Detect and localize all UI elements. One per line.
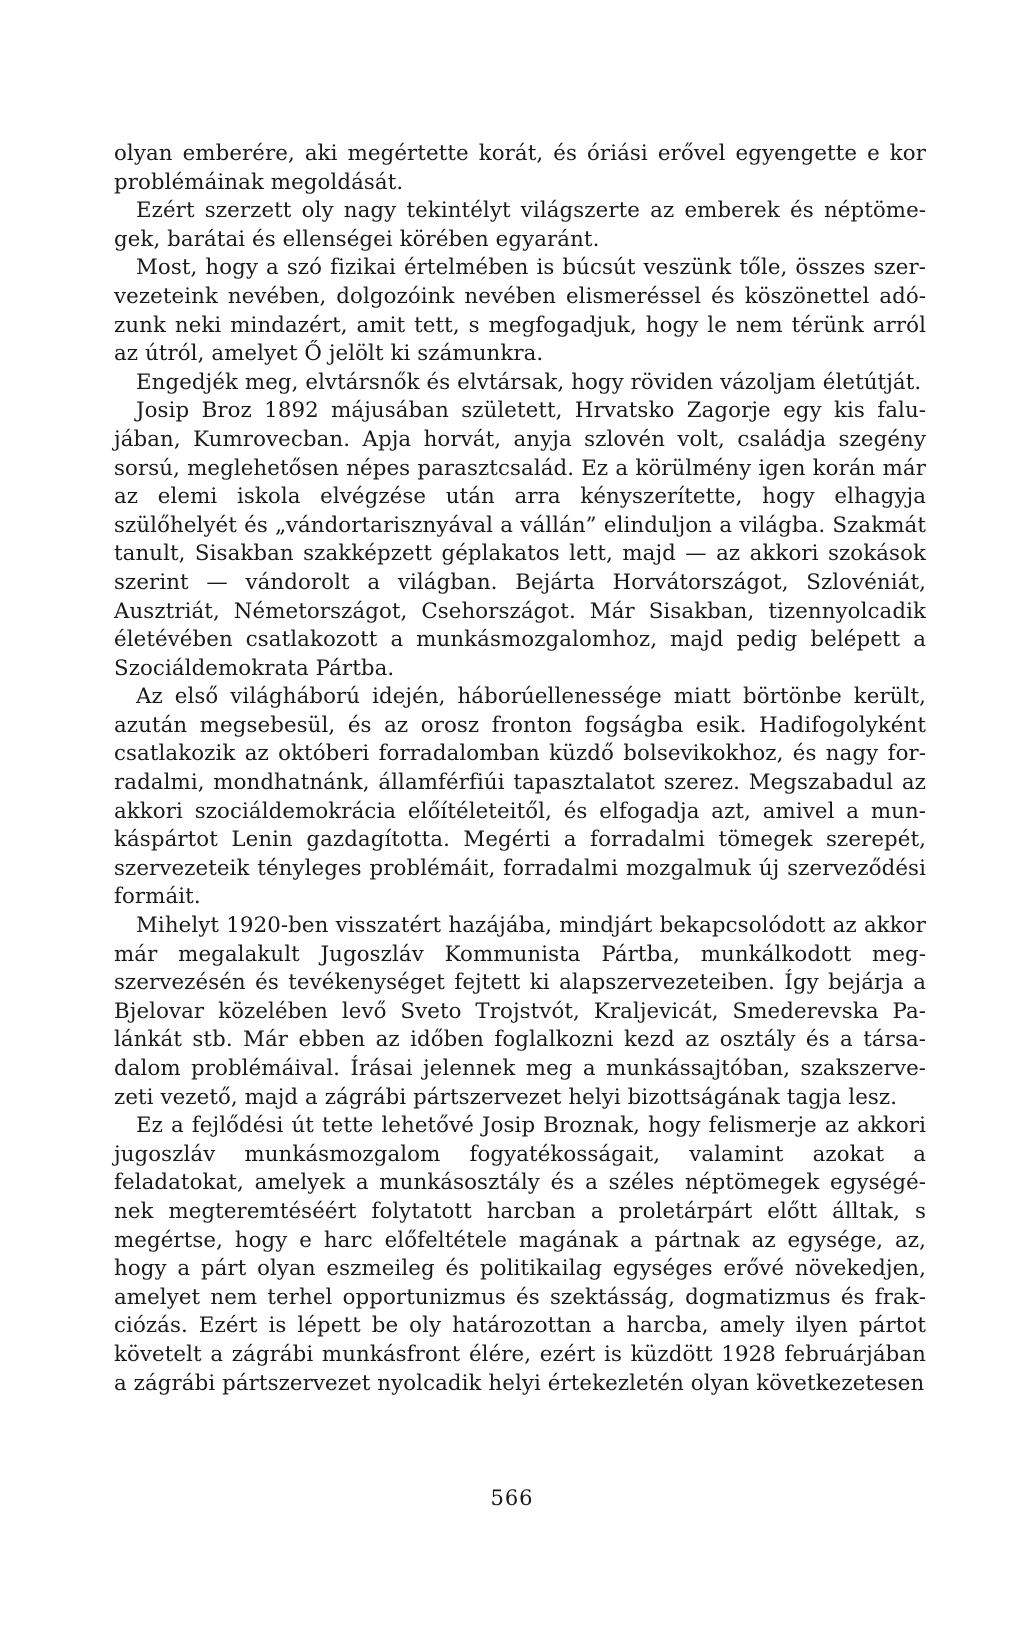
paragraph-7: Mihelyt 1920-ben visszatért hazájába, mindjárt bekapcsolódott az akkor már megalakult Jugoszláv Kommunista Pártba, munkálkodott megszervezésén és tevékenységet fejtett ki alapszervezeteiben. Így bejárja a Bjelovar közelében levő Sveto Trojstvót, Kraljevicát, Smederevska Palánkát stb. Már ebben az időben foglalkozni kezd az osztály és a társadalom problémáival. Írásai jelennek meg a munkássajtóban, szakszervezeti vezető, majd a zágrábi pártszervezet helyi bizottságának tagja lesz. [114, 913, 926, 1110]
paragraph-1: olyan emberére, aki megértette korát, és óriási erővel egyengette e kor problémáinak megoldását. [114, 141, 926, 195]
paragraph-8: Ez a fejlődési út tette lehetővé Josip Broznak, hogy felismerje az akkori jugoszláv munkásmozgalom fogyatékosságait, valamint azokat a feladatokat, amelyek a munkásosztály és a széles néptömegek egységének megteremtéséért folytatott harcban a proletárpárt előtt álltak, s megértse, hogy e harc előfeltétele magának a pártnak az egysége, az, hogy a párt olyan eszmeileg és politikailag egységes erővé növekedjen, amelyet nem terhel opportunizmus és szektásság, dogmatizmus és frakciózás. Ezért is lépett be oly határozottan a harcba, amely ilyen pártot követelt a zágrábi munkásfront élére, ezért is küzdött 1928 februárjában a zágrábi pártszervezet nyolcadik helyi értekezletén olyan következetesen [114, 1113, 926, 1396]
paragraph-5: Josip Broz 1892 májusában született, Hrvatsko Zagorje egy kis falujában, Kumrovecban. Apja horvát, anyja szlovén volt, családja szegény sorsú, meglehetősen népes parasztcsalád. Ez a körülmény igen korán már az elemi iskola elvégzése után arra kényszerítette, hogy elhagyja szülőhelyét és „vándortarisznyával a vállán” elinduljon a világba. Szakmát tanult, Sisakban szakképzett géplakatos lett, majd — az akkori szokások szerint — vándorolt a világban. Bejárta Horvátországot, Szlovéniát, Ausztriát, Németországot, Csehországot. Már Sisakban, tizennyolcadik életévében csatlakozott a munkásmozgalomhoz, majd pedig belépett a Szociáldemokrata Pártba. [114, 398, 926, 681]
paragraph-4: Engedjék meg, elvtársnők és elvtársak, hogy röviden vázoljam életútját. [136, 369, 922, 395]
document-body [114, 140, 926, 1398]
paragraph-6: Az első világháború idején, háborúellenessége miatt börtönbe került, azután megsebesül, és az orosz fronton fogságba esik. Hadifogolyként csatlakozik az októberi forradalomban küzdő bolsevikokhoz, és nagy forradalmi, mondhatnánk, államférfiúi tapasztalatot szerez. Megszabadul az akkori szociáldemokrácia előítéleteitől, és elfogadja azt, amivel a munkáspártot Lenin gazdagította. Megérti a forradalmi tömegek szerepét, szervezeteik tényleges problémáit, forradalmi mozgalmuk új szerveződési formáit. [114, 684, 926, 910]
page-number: 566 [490, 1486, 534, 1510]
paragraph-2: Ezért szerzett oly nagy tekintélyt világszerte az emberek és néptömegek, barátai és ellenségei körében egyaránt. [114, 198, 926, 252]
paragraph-3: Most, hogy a szó fizikai értelmében is búcsút veszünk tőle, összes szervezeteink nevében, dolgozóink nevében elismeréssel és köszönettel adózunk neki mindazért, amit tett, s megfogadjuk, hogy le nem térünk arról az útról, amelyet Ő jelölt ki számunkra. [114, 255, 926, 367]
